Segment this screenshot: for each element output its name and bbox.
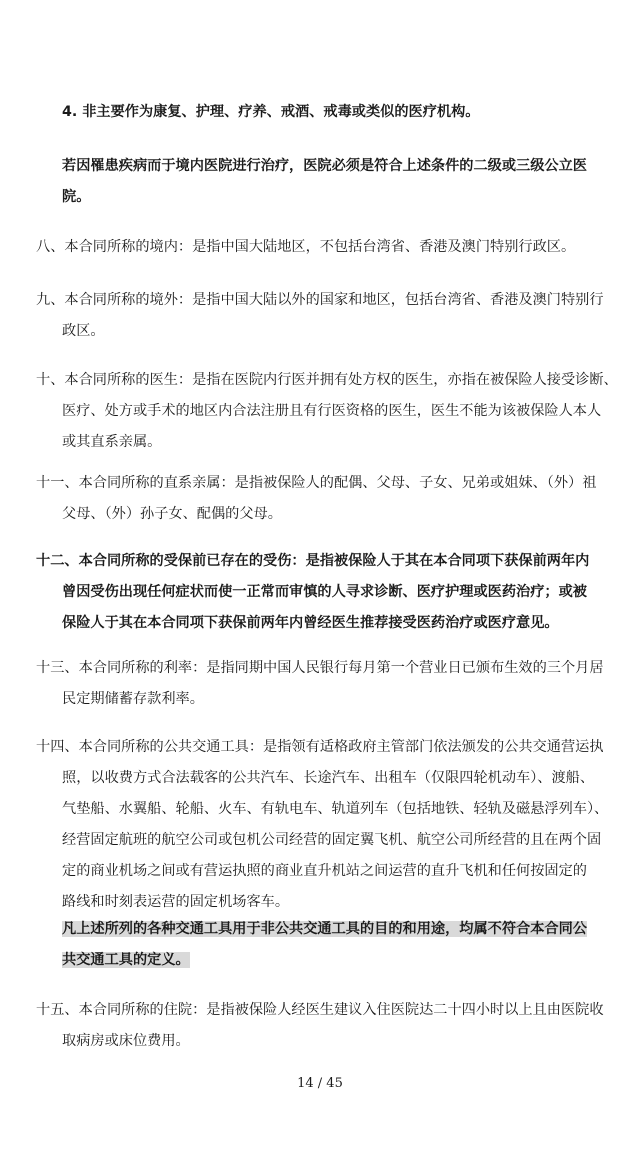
clause-14-public-transport [36, 732, 621, 918]
clause-line: 医疗、处方或手术的地区内合法注册且有行医资格的医生，医生不能为该被保险人本人 [62, 403, 602, 419]
clause-line: 十四、本合同所称的公共交通工具：是指领有适格政府主管部门依法颁发的公共交通营运执 [36, 739, 604, 755]
clause-line: 曾因受伤出现任何症状而使一正常而审慎的人寻求诊断、医疗护理或医药治疗；或被 [62, 584, 587, 600]
clause-line: 院。 [62, 189, 91, 205]
clause-13-interest-rate [36, 653, 621, 715]
clause-line: 气垫船、水翼船、轮船、火车、有轨电车、轨道列车（包括地铁、轻轨及磁悬浮列车）、 [62, 801, 609, 817]
clause-line: 路线和时刻表运营的固定机场客车。 [62, 894, 290, 910]
clause-line: 九、本合同所称的境外：是指中国大陆以外的国家和地区，包括台湾省、香港及澳门特别行 [36, 292, 604, 308]
clause-line: 十三、本合同所称的利率：是指同期中国人民银行每月第一个营业日已颁布生效的三个月居 [36, 660, 604, 676]
clause-line: 十一、本合同所称的直系亲属：是指被保险人的配偶、父母、子女、兄弟或姐妹、（外）祖 [36, 475, 597, 491]
domestic-hospital-note [36, 151, 640, 213]
clause-15-hospitalization [36, 995, 621, 1057]
transport-exclusion-note [36, 914, 640, 976]
clause-line: 定的商业机场之间或有营运执照的商业直升机站之间运营的直升飞机和任何按固定的 [62, 863, 587, 879]
clause-10-doctor [36, 365, 621, 458]
clause-line: 十、本合同所称的医生：是指在医院内行医并拥有处方权的医生，亦指在被保险人接受诊断、 [36, 372, 618, 388]
clause-line: 父母、（外）孙子女、配偶的父母。 [62, 506, 282, 522]
clause-line: 十五、本合同所称的住院：是指被保险人经医生建议入住医院达二十四小时以上且由医院收 [36, 1002, 604, 1018]
clause-11-relatives [36, 468, 621, 530]
clause-line: 或其直系亲属。 [62, 434, 162, 450]
clause-line: 4. 非主要作为康复、护理、疗养、戒酒、戒毒或类似的医疗机构。 [62, 104, 480, 120]
clause-line: 经营固定航班的航空公司或包机公司经营的固定翼飞机、航空公司所经营的且在两个固 [62, 832, 602, 848]
clause-9-overseas [36, 285, 621, 347]
clause-line: 照，以收费方式合法载客的公共汽车、长途汽车、出租车（仅限四轮机动车）、渡船、 [62, 770, 595, 786]
highlighted-line: 共交通工具的定义。 [62, 952, 190, 968]
highlighted-line: 凡上述所列的各种交通工具用于非公共交通工具的目的和用途，均属不符合本合同公 [62, 921, 587, 937]
clause-item-4 [36, 97, 640, 128]
clause-line: 政区。 [62, 323, 105, 339]
clause-line: 八、本合同所称的境内：是指中国大陆地区，不包括台湾省、香港及澳门特别行政区。 [36, 239, 576, 255]
clause-line: 若因罹患疾病而于境内医院进行治疗，医院必须是符合上述条件的二级或三级公立医 [62, 158, 587, 174]
page-number: 14 / 45 [297, 1076, 343, 1091]
clause-line: 保险人于其在本合同项下获保前两年内曾经医生推荐接受医药治疗或医疗意见。 [62, 615, 559, 631]
clause-line: 十二、本合同所称的受保前已存在的受伤：是指被保险人于其在本合同项下获保前两年内 [36, 553, 590, 569]
clause-line: 民定期储蓄存款利率。 [62, 691, 204, 707]
clause-line: 取病房或床位费用。 [62, 1033, 190, 1049]
clause-8-domestic [36, 232, 621, 263]
clause-12-preexisting-injury [36, 546, 621, 639]
